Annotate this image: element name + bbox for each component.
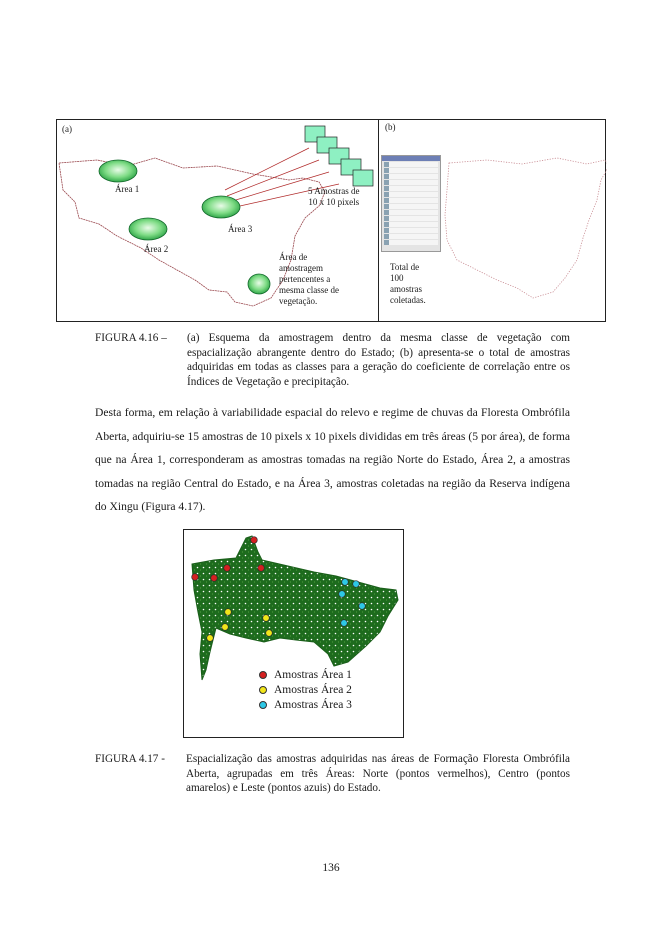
red-dot-icon	[259, 671, 267, 679]
samples-note: 5 Amostras de 10 x 10 pixels	[308, 186, 360, 207]
figure-4-17-caption-label: FIGURA 4.17 -	[95, 753, 165, 765]
figure-4-16	[56, 119, 606, 322]
page-number: 136	[322, 862, 340, 874]
area-3-label: Área 3	[228, 224, 253, 234]
area-2-label: Área 2	[144, 244, 169, 254]
sampling-area-ellipse	[248, 274, 270, 294]
legend-item-area-1: Amostras Área 1	[259, 669, 352, 681]
figure-4-16-caption	[95, 331, 570, 391]
figure-4-17	[183, 529, 404, 738]
panel-a-label: (a)	[62, 124, 72, 134]
total-samples-note: Total de 100 amostras coletadas.	[390, 262, 426, 305]
legend-window-thumbnail	[381, 155, 441, 252]
state-outline-b	[445, 158, 607, 298]
blue-dot-icon	[259, 701, 267, 709]
figure-4-16-caption-text: (a) Esquema da amostragem dentro da mesma classe de vegetação com espacialização abrangente dentro do Estado; (b) apresenta-se o total de amostras adquiridas em todas as classes para a geração do coeficiente de correlação entre os Índices de Vegetação e precipitação.	[187, 332, 570, 388]
figure-4-16-caption-label: FIGURA 4.16 –	[95, 332, 167, 344]
area-1-label: Área 1	[115, 184, 140, 194]
figure-4-17-caption	[95, 752, 570, 814]
forest-region	[192, 536, 398, 680]
sampling-area-note: Área de amostragem pertencentes a mesma classe de vegetação.	[279, 252, 339, 306]
body-paragraph: Desta forma, em relação à variabilidade espacial do relevo e regime de chuvas da Floresta Ombrófila Aberta, adquiriu-se 15 amostras de 10 pixels x 10 pixels divididas em três áreas (5 por área), de forma que na Área 1, corresponderam as amostras tomadas na região Norte do Estado, Área 2, a amostras tomadas na região Central do Estado, e na Área 3, amostras coletadas na região da Reserva indígena do Xingu (Figura 4.17).	[95, 406, 570, 513]
area-1-ellipse	[99, 160, 137, 182]
legend-item-area-2: Amostras Área 2	[259, 684, 352, 696]
sample-squares	[305, 126, 373, 186]
area-2-ellipse	[129, 218, 167, 240]
panel-b-label: (b)	[385, 122, 396, 132]
legend-item-area-3: Amostras Área 3	[259, 699, 352, 711]
figure-4-17-caption-text: Espacialização das amostras adquiridas nas áreas de Formação Floresta Ombrófila Aberta, agrupadas em três Áreas: Norte (pontos vermelhos), Centro (pontos amarelos) e Leste (pontos azuis) do Estado.	[186, 753, 570, 794]
area-3-ellipse	[202, 196, 240, 218]
yellow-dot-icon	[259, 686, 267, 694]
